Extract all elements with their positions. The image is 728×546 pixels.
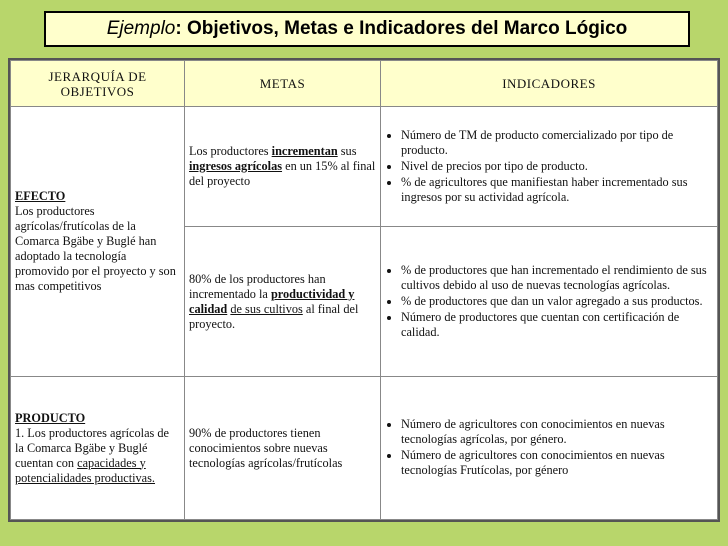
meta2-part1: 80% de los productores han incrementado la bbox=[189, 271, 326, 301]
indicador-item: • Número de agricultores con conocimientos en nuevas tecnologías agrícolas, por género. bbox=[401, 417, 713, 447]
meta1-part5: en un 15% al final del proyecto bbox=[189, 159, 376, 188]
logical-framework-table bbox=[8, 58, 720, 522]
efecto-meta-2 bbox=[185, 227, 381, 377]
header-jerarquia: JERARQUÍA DE OBJETIVOS bbox=[11, 61, 185, 107]
efecto-meta-1 bbox=[185, 107, 381, 227]
producto-text-2: capacidades y potencialidades productivas. bbox=[15, 455, 156, 485]
title-ejemplo: Ejemplo bbox=[106, 18, 176, 39]
header-metas: METAS bbox=[185, 61, 381, 107]
title-text: : Objetivos, Metas e Indicadores del Marco Lógico bbox=[175, 18, 628, 39]
efecto-objective-cell bbox=[11, 107, 185, 377]
producto-indicadores bbox=[381, 377, 718, 520]
indicador-item: • Nivel de precios por tipo de producto. bbox=[401, 159, 713, 174]
efecto-indicadores-1 bbox=[381, 107, 718, 227]
indicador-item: • Número de TM de producto comercializado por tipo de producto. bbox=[401, 128, 713, 158]
indicador-item: • % de productores que dan un valor agregado a sus productos. bbox=[401, 294, 713, 309]
efecto-indicadores-2 bbox=[381, 227, 718, 377]
producto-objective-cell bbox=[11, 377, 185, 520]
indicador-item: • % de agricultores que manifiestan haber incrementado sus ingresos por su actividad agrícola. bbox=[401, 175, 713, 205]
indicador-item: • % de productores que han incrementado el rendimiento de sus cultivos debido al uso de nuevas tecnologías agrícolas. bbox=[401, 263, 713, 293]
header-indicadores: INDICADORES bbox=[381, 61, 718, 107]
meta2-part5: al final del proyecto. bbox=[189, 301, 359, 331]
efecto-text: Los productores agrícolas/frutícolas de la Comarca Bgäbe y Buglé han adoptado la tecnología promovido por el proyecto y son mas competitivos bbox=[15, 204, 176, 293]
producto-row bbox=[11, 377, 718, 520]
meta1-part1: Los productores bbox=[189, 144, 272, 158]
meta1-part4: ingresos agrícolas bbox=[189, 159, 283, 173]
meta2-part4: de sus cultivos bbox=[230, 301, 303, 316]
producto-text-1: 1. Los productores agrícolas de la Comarca Bgäbe y Buglé cuentan con bbox=[15, 425, 170, 470]
producto-meta: 90% de productores tienen conocimientos sobre nuevas tecnologías agrícolas/frutícolas bbox=[185, 377, 381, 520]
producto-label: PRODUCTO bbox=[15, 410, 86, 425]
slide-title bbox=[44, 11, 690, 47]
efecto-row-1 bbox=[11, 107, 718, 227]
meta1-part2: incrementan bbox=[271, 144, 338, 158]
efecto-label: EFECTO bbox=[15, 189, 66, 203]
meta1-part3: sus bbox=[337, 144, 357, 158]
indicador-item: • Número de agricultores con conocimientos en nuevas tecnologías Frutícolas, por género bbox=[401, 448, 713, 478]
header-row bbox=[11, 61, 718, 107]
meta2-part2: productividad y calidad bbox=[189, 286, 355, 316]
indicador-item: • Número de productores que cuentan con certificación de calidad. bbox=[401, 310, 713, 340]
